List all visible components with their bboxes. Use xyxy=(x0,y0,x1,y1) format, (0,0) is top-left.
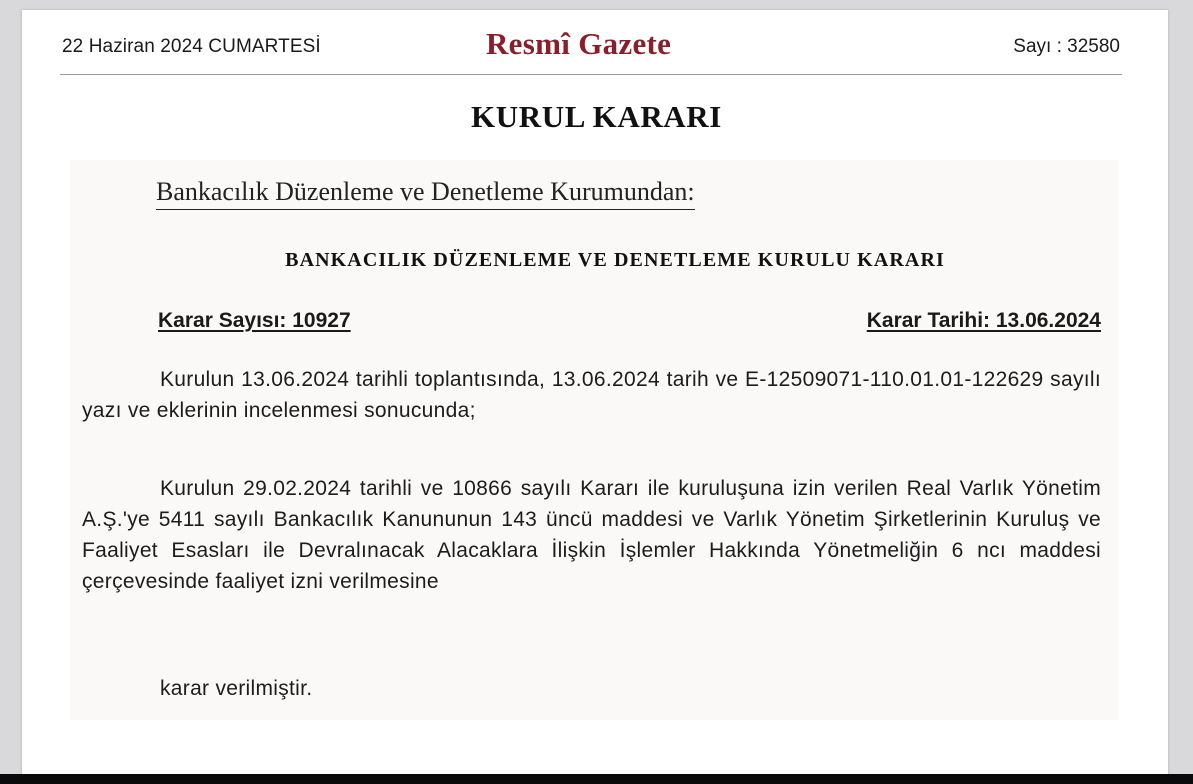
paragraph-1: Kurulun 13.06.2024 tarihli toplantısında, 13.06.2024 tarih ve E-12509071-110.01.01-122629 sayılı yazı ve eklerinin incelenmesi sonucunda; xyxy=(82,368,1101,422)
header-divider xyxy=(60,74,1122,75)
decision-scan xyxy=(70,160,1118,720)
decision-number: Karar Sayısı: 10927 xyxy=(158,309,351,332)
paragraph-2: Kurulun 29.02.2024 tarihli ve 10866 sayılı Kararı ile kuruluşuna izin verilen Real Varlık Yönetim A.Ş.'ye 5411 sayılı Bankacılık Kanununun 143 üncü maddesi ve Varlık Yönetim Şirketlerinin Kuruluş ve Faaliyet Esasları ile Devralınacak Alacaklara İlişkin İşlemler Hakkında Yönetmeliğin 6 ncı maddesi çerçevesinde faaliyet izni verilmesine xyxy=(82,477,1101,593)
section-title: KURUL KARARI xyxy=(471,99,722,134)
issue-number: Sayı : 32580 xyxy=(1013,36,1120,57)
closing-statement: karar verilmiştir. xyxy=(160,677,313,700)
header-date: 22 Haziran 2024 CUMARTESİ xyxy=(62,36,321,57)
decision-heading: BANKACILIK DÜZENLEME VE DENETLEME KURULU KARARI xyxy=(285,249,945,271)
gazette-title: Resmî Gazete xyxy=(486,26,672,61)
bottom-bar xyxy=(0,774,1193,784)
institution-name: Bankacılık Düzenleme ve Denetleme Kurumundan: xyxy=(156,176,695,210)
decision-date: Karar Tarihi: 13.06.2024 xyxy=(866,309,1101,332)
